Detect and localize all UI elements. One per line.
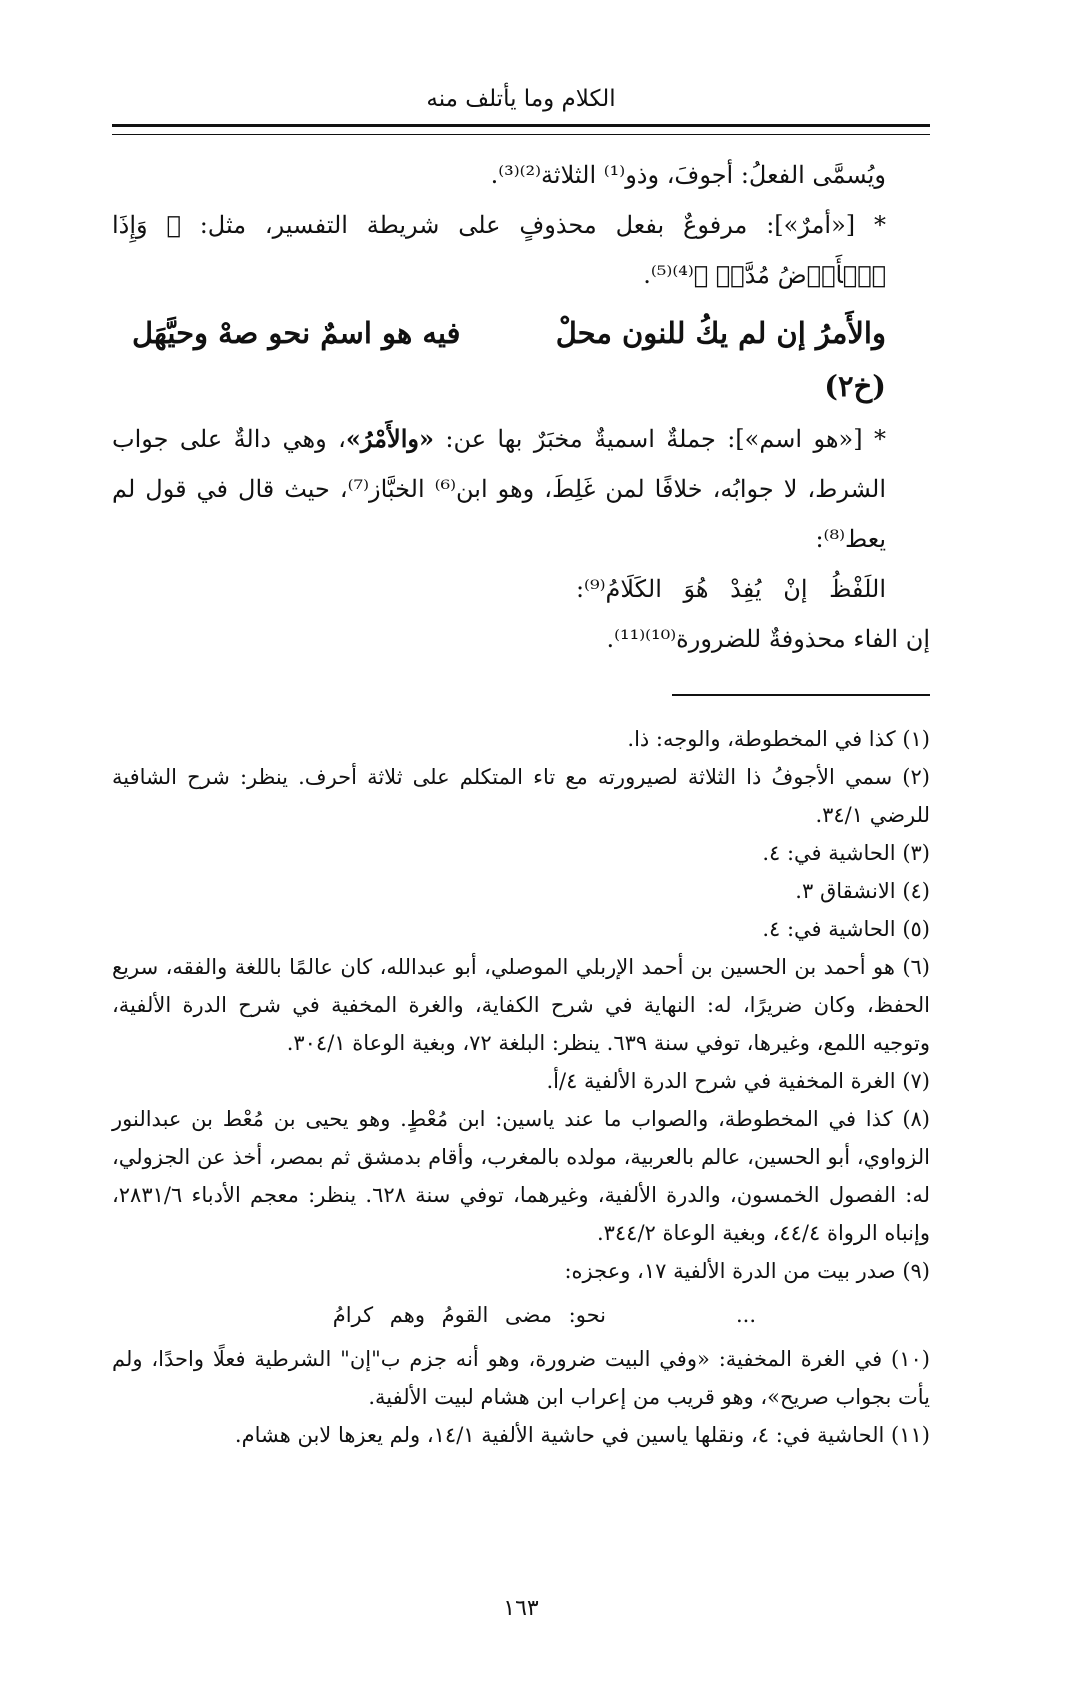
- bold-term: «والأَمْرُ»: [345, 424, 434, 453]
- main-text: [112, 150, 930, 664]
- page-number: ١٦٣: [503, 1596, 539, 1621]
- footnote-9-verse: [112, 1290, 930, 1340]
- footnotes: [112, 720, 930, 1454]
- footnote-divider: [672, 694, 930, 696]
- footnote-3: (٣) الحاشية في: ٤.: [762, 841, 930, 865]
- footnote-6: (٦) هو أحمد بن الحسين بن أحمد الإربلي الموصلي، أبو عبدالله، كان عالمًا باللغة والفقه، سريع الحفظ، وكان ضريرًا، له: النهاية في شرح الكفاية، والغرة المخفية في شرح الدرة الألفية، وتوجيه اللمع، وغيرها، توفي سنة ٦٣٩. ينظر: البلغة ٧٢، وبغية الوعاة ٣٠٤/١.: [112, 955, 930, 1055]
- book-page: [112, 0, 930, 1698]
- running-title: الكلام وما يأتلف منه: [426, 86, 616, 112]
- header-rule-thin: [112, 134, 930, 135]
- footnote-10: (١٠) في الغرة المخفية: «وفي البيت ضرورة، وهو أنه جزم ب"إن" الشرطية فعلًا واحدًا، ولم يأت بجواب صريح»، وهو قريب من إعراب ابن هشام لبيت الألفية.: [112, 1347, 930, 1409]
- footnote-4: (٤) الانشقاق ٣.: [795, 879, 930, 903]
- verse-second-hemistich: فيه هو اسمٌ نحو صهْ وحيَّهَل: [132, 316, 461, 350]
- paragraph-end: ، وهي دالةٌ على جواب الشرط، لا جوابُه، خلافًا لمن غَلِطَ، وهو ابن⁽⁶⁾ الخبَّاز⁽⁷⁾، حيث قال في قول لم يعط⁽⁸⁾:: [112, 425, 886, 553]
- footnote-9-ellipsis: ...: [735, 1303, 757, 1327]
- body-paragraph-amr: * [«أمرٌ»]: مرفوعٌ بفعل محذوفٍ على شريطة التفسير، مثل: ﴿ وَإِذَا ٱلۡأَرۡضُ مُدَّتۡ ﴾⁽⁴⁾⁽⁵⁾.: [112, 211, 886, 289]
- paragraph-start: * [«هو اسم»]: جملةٌ اسميةٌ مخبَرٌ بها عن:: [433, 425, 886, 453]
- body-line-1: ويُسمَّى الفعلُ: أجوفَ، وذو⁽¹⁾ الثلاثة⁽²⁾⁽³⁾.: [490, 161, 886, 189]
- body-conclusion: إن الفاء محذوفةٌ للضرورة⁽¹⁰⁾⁽¹¹⁾.: [606, 625, 930, 653]
- verse-reference: (خ٢): [824, 369, 886, 403]
- footnote-9-hemistich: نحو: مضى القومُ وهم كرامُ: [332, 1303, 606, 1327]
- footnote-5: (٥) الحاشية في: ٤.: [762, 917, 930, 941]
- header-rule-thick: [112, 124, 930, 127]
- alfiyya-verse: [112, 308, 930, 358]
- quoted-verse: اللَفْظُ إنْ يُفِدْ هُوَ الكَلَامُ⁽⁹⁾:: [575, 575, 886, 603]
- footnote-11: (١١) الحاشية في: ٤، ونقلها ياسين في حاشية الألفية ١٤/١، ولم يعزها لابن هشام.: [234, 1423, 930, 1447]
- footnote-2: (٢) سمي الأجوفُ ذا الثلاثة لصيرورته مع تاء المتكلم على ثلاثة أحرف. ينظر: شرح الشافية للرضي ٣٤/١.: [112, 765, 930, 827]
- footnote-1: (١) كذا في المخطوطة، والوجه: ذا.: [627, 727, 930, 751]
- footnote-9: (٩) صدر بيت من الدرة الألفية ١٧، وعجزه:: [564, 1259, 930, 1283]
- verse-first-hemistich: والأَمرُ إن لم يكُ للنون محلْ: [555, 316, 886, 350]
- footnote-8: (٨) كذا في المخطوطة، والصواب ما عند ياسين: ابن مُعْطٍ. وهو يحيى بن مُعْط بن عبدالنور الزواوي، أبو الحسين، عالم بالعربية، مولده بالمغرب، وأقام بدمشق ثم بمصر، أخذ عن الجزولي، له: الفصول الخمسون، والدرة الألفية، وغيرهما، توفي سنة ٦٢٨. ينظر: معجم الأدباء ٢٨٣١/٦، وإنباه الرواة ٤٤/٤، وبغية الوعاة ٣٤٤/٢.: [112, 1107, 930, 1245]
- footnote-7: (٧) الغرة المخفية في شرح الدرة الألفية ٤/أ.: [546, 1069, 930, 1093]
- body-paragraph-huwa-ism: [112, 414, 930, 564]
